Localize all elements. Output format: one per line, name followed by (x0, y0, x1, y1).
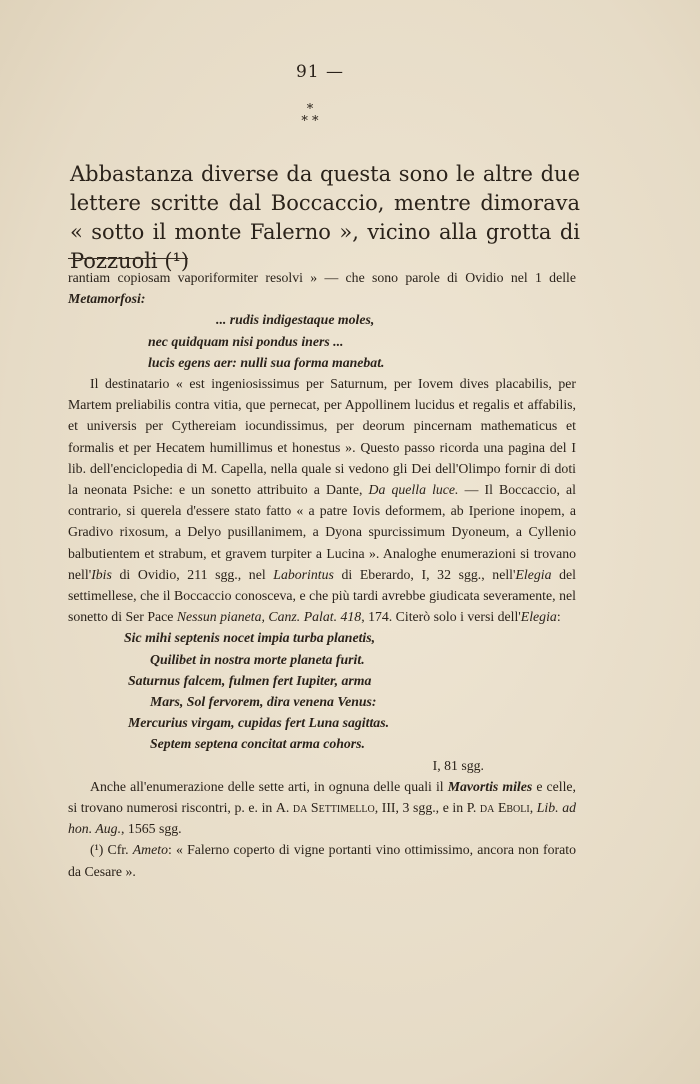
footnote-rule (68, 258, 188, 259)
verse-line: Sic mihi septenis nocet impia turba planetis, (124, 630, 376, 646)
verse-line: ... rudis indigestaque moles, (216, 312, 375, 328)
footnote-1: (¹) Cfr. Ameto: « Falerno coperto di vigne portanti vino ottimissimo, ancora non forato da Cesare ». (68, 842, 576, 879)
paragraph-ovid: rantiam copiosam vaporiformiter resolvi » — che sono parole di Ovidio nel 1 delle Metamorfosi: (68, 270, 576, 307)
title-elegia: Elegia (520, 609, 557, 625)
verse-line: Mercurius virgam, cupidas fert Luna sagittas. (128, 715, 390, 731)
title-ibis: Ibis (91, 566, 112, 582)
title-da-quella-luce: Da quella luce. (368, 482, 459, 498)
footnote-body (68, 267, 576, 882)
verse-line: lucis egens aer: nulli sua forma manebat. (148, 354, 385, 370)
verse-line: nec quidquam nisi pondus iners ... (148, 333, 344, 349)
author-settimello: A. da Settimello (275, 800, 375, 816)
paragraph-arti: Anche all'enumerazione delle sette arti, in ognuna delle quali il Mavortis miles e celle, si trovano numerosi riscontri, p. e. in A. da Settimello, III, 3 sgg., e in P. da Eboli, Lib. ad hon. Aug., 1565 sgg. (68, 778, 576, 837)
title-lib-ad-hon: Lib. ad hon. Aug. (68, 800, 576, 837)
verse-block-elegia (68, 627, 576, 775)
title-metamorfosi: Metamorfosi: (68, 291, 146, 307)
verse-block-ovid (68, 309, 576, 373)
asterism-top: * (306, 102, 314, 117)
title-nessun-pianeta: Nessun pianeta, Canz. Palat. 418 (176, 609, 362, 625)
asterism-bottom: * * (301, 114, 319, 129)
title-laborintus: Laborintus (273, 566, 334, 582)
section-heading: Abbastanza diverse da questa sono le altre due lettere scritte dal Boccaccio, mentre dimorava « sotto il monte Falerno », vicino alla grotta di Pozzuoli (¹) (70, 162, 580, 273)
verse-line: Saturnus falcem, fulmen fert Iupiter, arma (128, 672, 372, 688)
author-eboli: P. da Eboli (466, 800, 530, 816)
title-ameto: Ameto (132, 842, 168, 858)
phrase-mavortis-miles: Mavortis miles (447, 778, 533, 794)
page-number: 91 — (295, 62, 345, 82)
title-elegia: Elegia (515, 566, 552, 582)
verse-line: Septem septena concitat arma cohors. (150, 736, 365, 752)
section-asterism (0, 104, 620, 128)
paragraph-destinatario: Il destinatario « est ingeniosissimus per Saturnum, per Iovem dives placabilis, per Martem preliabilis contra vitia, que pernecat, per Appollinem lucidus et regalis et affabilis, et universis per Cythereiam iocundissimus, per deorum pincernam mathematicus et formalis et per Hecatem humillimus et honestus ». Questo passo ricorda una pagina del I lib. dell'enciclopedia di M. Capella, nella quale si vedono gli Dei dell'Olimpo fornir di doti la neonata Psiche: e un sonetto attribuito a Dante, Da quella luce. — Il Boccaccio, al contrario, si querela d'essere stato fatto « a patre Iovis deformem, ab Iperione inopem, a Gradivo rixosum, a Delyo pusillanimem, a Dyona spurcissimum Dyoneum, a Cyllenio balbutientem et strabum, et gravem turpiter a Lucina ». Analoghe enumerazioni si trovano nell'Ibis di Ovidio, 211 sgg., nel Laborintus di Eberardo, I, 32 sgg., nell'Elegia del settimellese, che il Boccaccio conosceva, e che più tardi avrebbe giudicata severamente, nel sonetto di Ser Pace Nessun pianeta, Canz. Palat. 418, 174. Citerò solo i versi dell'Elegia: (68, 376, 577, 625)
verse-citation: I, 81 sgg. (432, 757, 484, 773)
verse-line: Quilibet in nostra morte planeta furit. (150, 651, 365, 667)
verse-line: Mars, Sol fervorem, dira venena Venus: (150, 694, 377, 710)
